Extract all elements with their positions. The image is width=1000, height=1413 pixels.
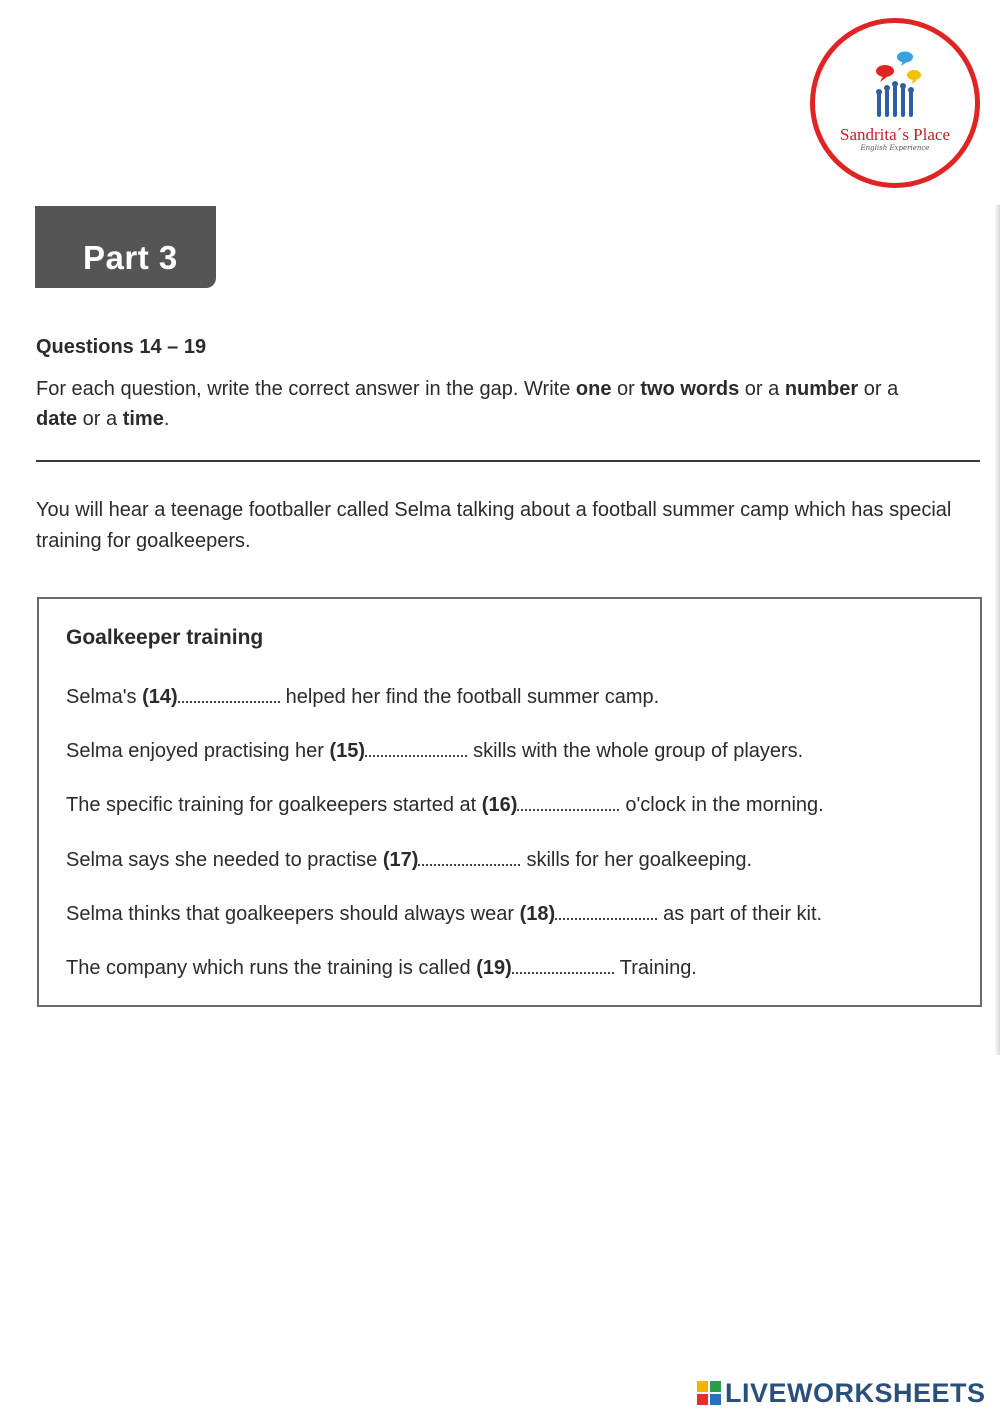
sandritas-place-logo — [810, 18, 980, 188]
questions-box — [37, 597, 982, 1007]
page-edge-shadow — [994, 205, 1000, 1055]
question-15: Selma enjoyed practising her (15) skills with the whole group of players. — [66, 735, 803, 763]
answer-gap-16[interactable] — [517, 789, 619, 811]
question-17: Selma says she needed to practise (17) skills for her goalkeeping. — [66, 844, 752, 872]
part-label: Part 3 — [83, 239, 178, 276]
instruction-text: For each question, write the correct answer in the gap. Write one or two words or a number or a date or a time. — [36, 378, 899, 430]
question-16: The specific training for goalkeepers started at (16) o'clock in the morning. — [66, 789, 824, 817]
answer-gap-14[interactable] — [178, 681, 280, 703]
questions-heading: Questions 14 – 19 — [36, 336, 207, 358]
logo-hands-icon — [815, 23, 975, 183]
question-14: Selma's (14) helped her find the football summer camp. — [66, 681, 659, 709]
logo-subtitle: English Experience — [860, 144, 930, 152]
divider-rule — [36, 460, 980, 462]
logo-title: Sandrita´s Place — [840, 125, 950, 144]
intro-text: You will hear a teenage footballer called Selma talking about a football summer camp which has special training for goalkeepers. — [36, 499, 952, 552]
question-19: The company which runs the training is called (19) Training. — [66, 952, 697, 980]
part-banner — [35, 206, 216, 288]
liveworksheets-icon — [697, 1381, 721, 1405]
question-18: Selma thinks that goalkeepers should always wear (18) as part of their kit. — [66, 898, 822, 926]
answer-gap-19[interactable] — [512, 952, 614, 974]
answer-gap-15[interactable] — [365, 735, 467, 757]
box-title: Goalkeeper training — [66, 626, 264, 649]
liveworksheets-brand: LIVEWORKSHEETS — [725, 1378, 986, 1408]
answer-gap-17[interactable] — [418, 844, 520, 866]
answer-gap-18[interactable] — [555, 898, 657, 920]
